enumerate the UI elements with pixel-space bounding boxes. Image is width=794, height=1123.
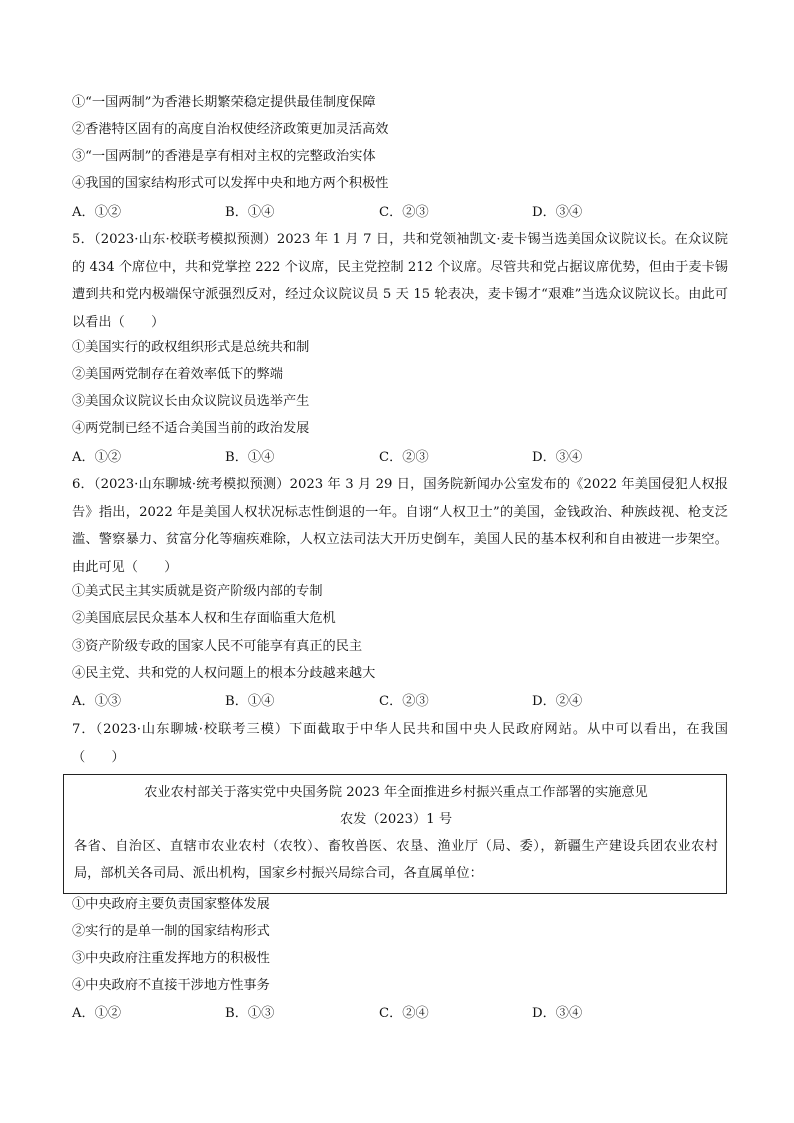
q7-option-d[interactable]: D．③④ [532, 1006, 583, 1021]
q4-statement-4: ④我国的国家结构形式可以发挥中央和地方两个积极性 [72, 176, 389, 191]
q5-option-a[interactable]: A．①② [72, 450, 122, 465]
document-title: 农业农村部关于落实党中央国务院 2023 年全面推进乡村振兴重点工作部署的实施意见 [144, 785, 648, 800]
q7-option-a[interactable]: A．①② [72, 1006, 122, 1021]
q4-options [72, 204, 728, 222]
q7-option-c[interactable]: C．②④ [379, 1006, 429, 1021]
q6-options [72, 693, 728, 711]
q6-option-d[interactable]: D．②④ [532, 694, 583, 709]
document-addressees: 各省、自治区、直辖市农业农村（农牧）、畜牧兽医、农垦、渔业厅（局、委），新疆生产建设兵团农业农村局，部机关各司局、派出机构，国家乡村振兴局综合司，各直属单位： [74, 839, 718, 881]
document-number: 农发（2023）1 号 [339, 812, 453, 827]
q4-statement-3: ③“一国两制”的香港是享有相对主权的完整政治实体 [72, 149, 376, 164]
q4-option-c[interactable]: C．②③ [379, 205, 429, 220]
q6-option-c[interactable]: C．②③ [379, 694, 429, 709]
q7-statement-3: ③中央政府注重发挥地方的积极性 [72, 951, 270, 966]
q7-statement-1: ①中央政府主要负责国家整体发展 [72, 897, 270, 912]
q5-stem: 5．（2023·山东·校联考模拟预测）2023 年 1 月 7 日，共和党领袖凯文·麦卡锡当选美国众议院议长。在众议院的 434 个席位中，共和党掌控 222 个议席，民主党控制 212 个议席。尽管共和党占据议席优势，但由于麦卡锡遭到共和党内极端保守派强烈反对，经过众议院议员 5 天 15 轮表决，麦卡锡才“艰难”当选众议院议长。由此可以看出（ ） [72, 232, 728, 330]
q5-statement-4: ④两党制已经不适合美国当前的政治发展 [72, 421, 310, 436]
q5-option-c[interactable]: C．②③ [379, 450, 429, 465]
government-document-excerpt [63, 774, 727, 894]
q6-statement-1: ①美式民主其实质就是资产阶级内部的专制 [72, 584, 323, 599]
q5-option-d[interactable]: D．③④ [532, 450, 583, 465]
q4-statement-2: ②香港特区固有的高度自治权使经济政策更加灵活高效 [72, 122, 389, 137]
q5-options [72, 449, 728, 467]
q7-stem: 7．（2023·山东聊城·校联考三模）下面截取于中华人民共和国中央人民政府网站。从中可以看出，在我国（ ） [72, 722, 728, 765]
q5-statement-3: ③美国众议院议长由众议院议员选举产生 [72, 394, 310, 409]
q4-option-a[interactable]: A．①② [72, 205, 122, 220]
q5-statement-1: ①美国实行的政权组织形式是总统共和制 [72, 340, 310, 355]
q5-statement-2: ②美国两党制存在着效率低下的弊端 [72, 367, 283, 382]
q7-statement-2: ②实行的是单一制的国家结构形式 [72, 924, 270, 939]
q6-statement-3: ③资产阶级专政的国家人民不可能享有真正的民主 [72, 639, 363, 654]
q7-statement-4: ④中央政府不直接干涉地方性事务 [72, 978, 270, 993]
q7-option-b[interactable]: B．①③ [225, 1006, 275, 1021]
q4-option-b[interactable]: B．①④ [225, 205, 275, 220]
q6-option-b[interactable]: B．①④ [225, 694, 275, 709]
q6-stem: 6．（2023·山东聊城·统考模拟预测）2023 年 3 月 29 日，国务院新闻办公室发布的《2022 年美国侵犯人权报告》指出，2022 年是美国人权状况标志性倒退的一年。自诩“人权卫士”的美国，金钱政治、种族歧视、枪支泛滥、警察暴力、贫富分化等痼疾难除，人权立法司法大开历史倒车，美国人民的基本权利和自由被进一步架空。由此可见（ ） [72, 477, 728, 575]
q6-option-a[interactable]: A．①③ [72, 694, 122, 709]
q4-statement-1: ①“一国两制”为香港长期繁荣稳定提供最佳制度保障 [72, 95, 376, 110]
q7-options [72, 1005, 728, 1023]
q5-option-b[interactable]: B．①④ [225, 450, 275, 465]
q4-option-d[interactable]: D．③④ [532, 205, 583, 220]
q6-statement-4: ④民主党、共和党的人权问题上的根本分歧越来越大 [72, 666, 376, 681]
q6-statement-2: ②美国底层民众基本人权和生存面临重大危机 [72, 611, 336, 626]
